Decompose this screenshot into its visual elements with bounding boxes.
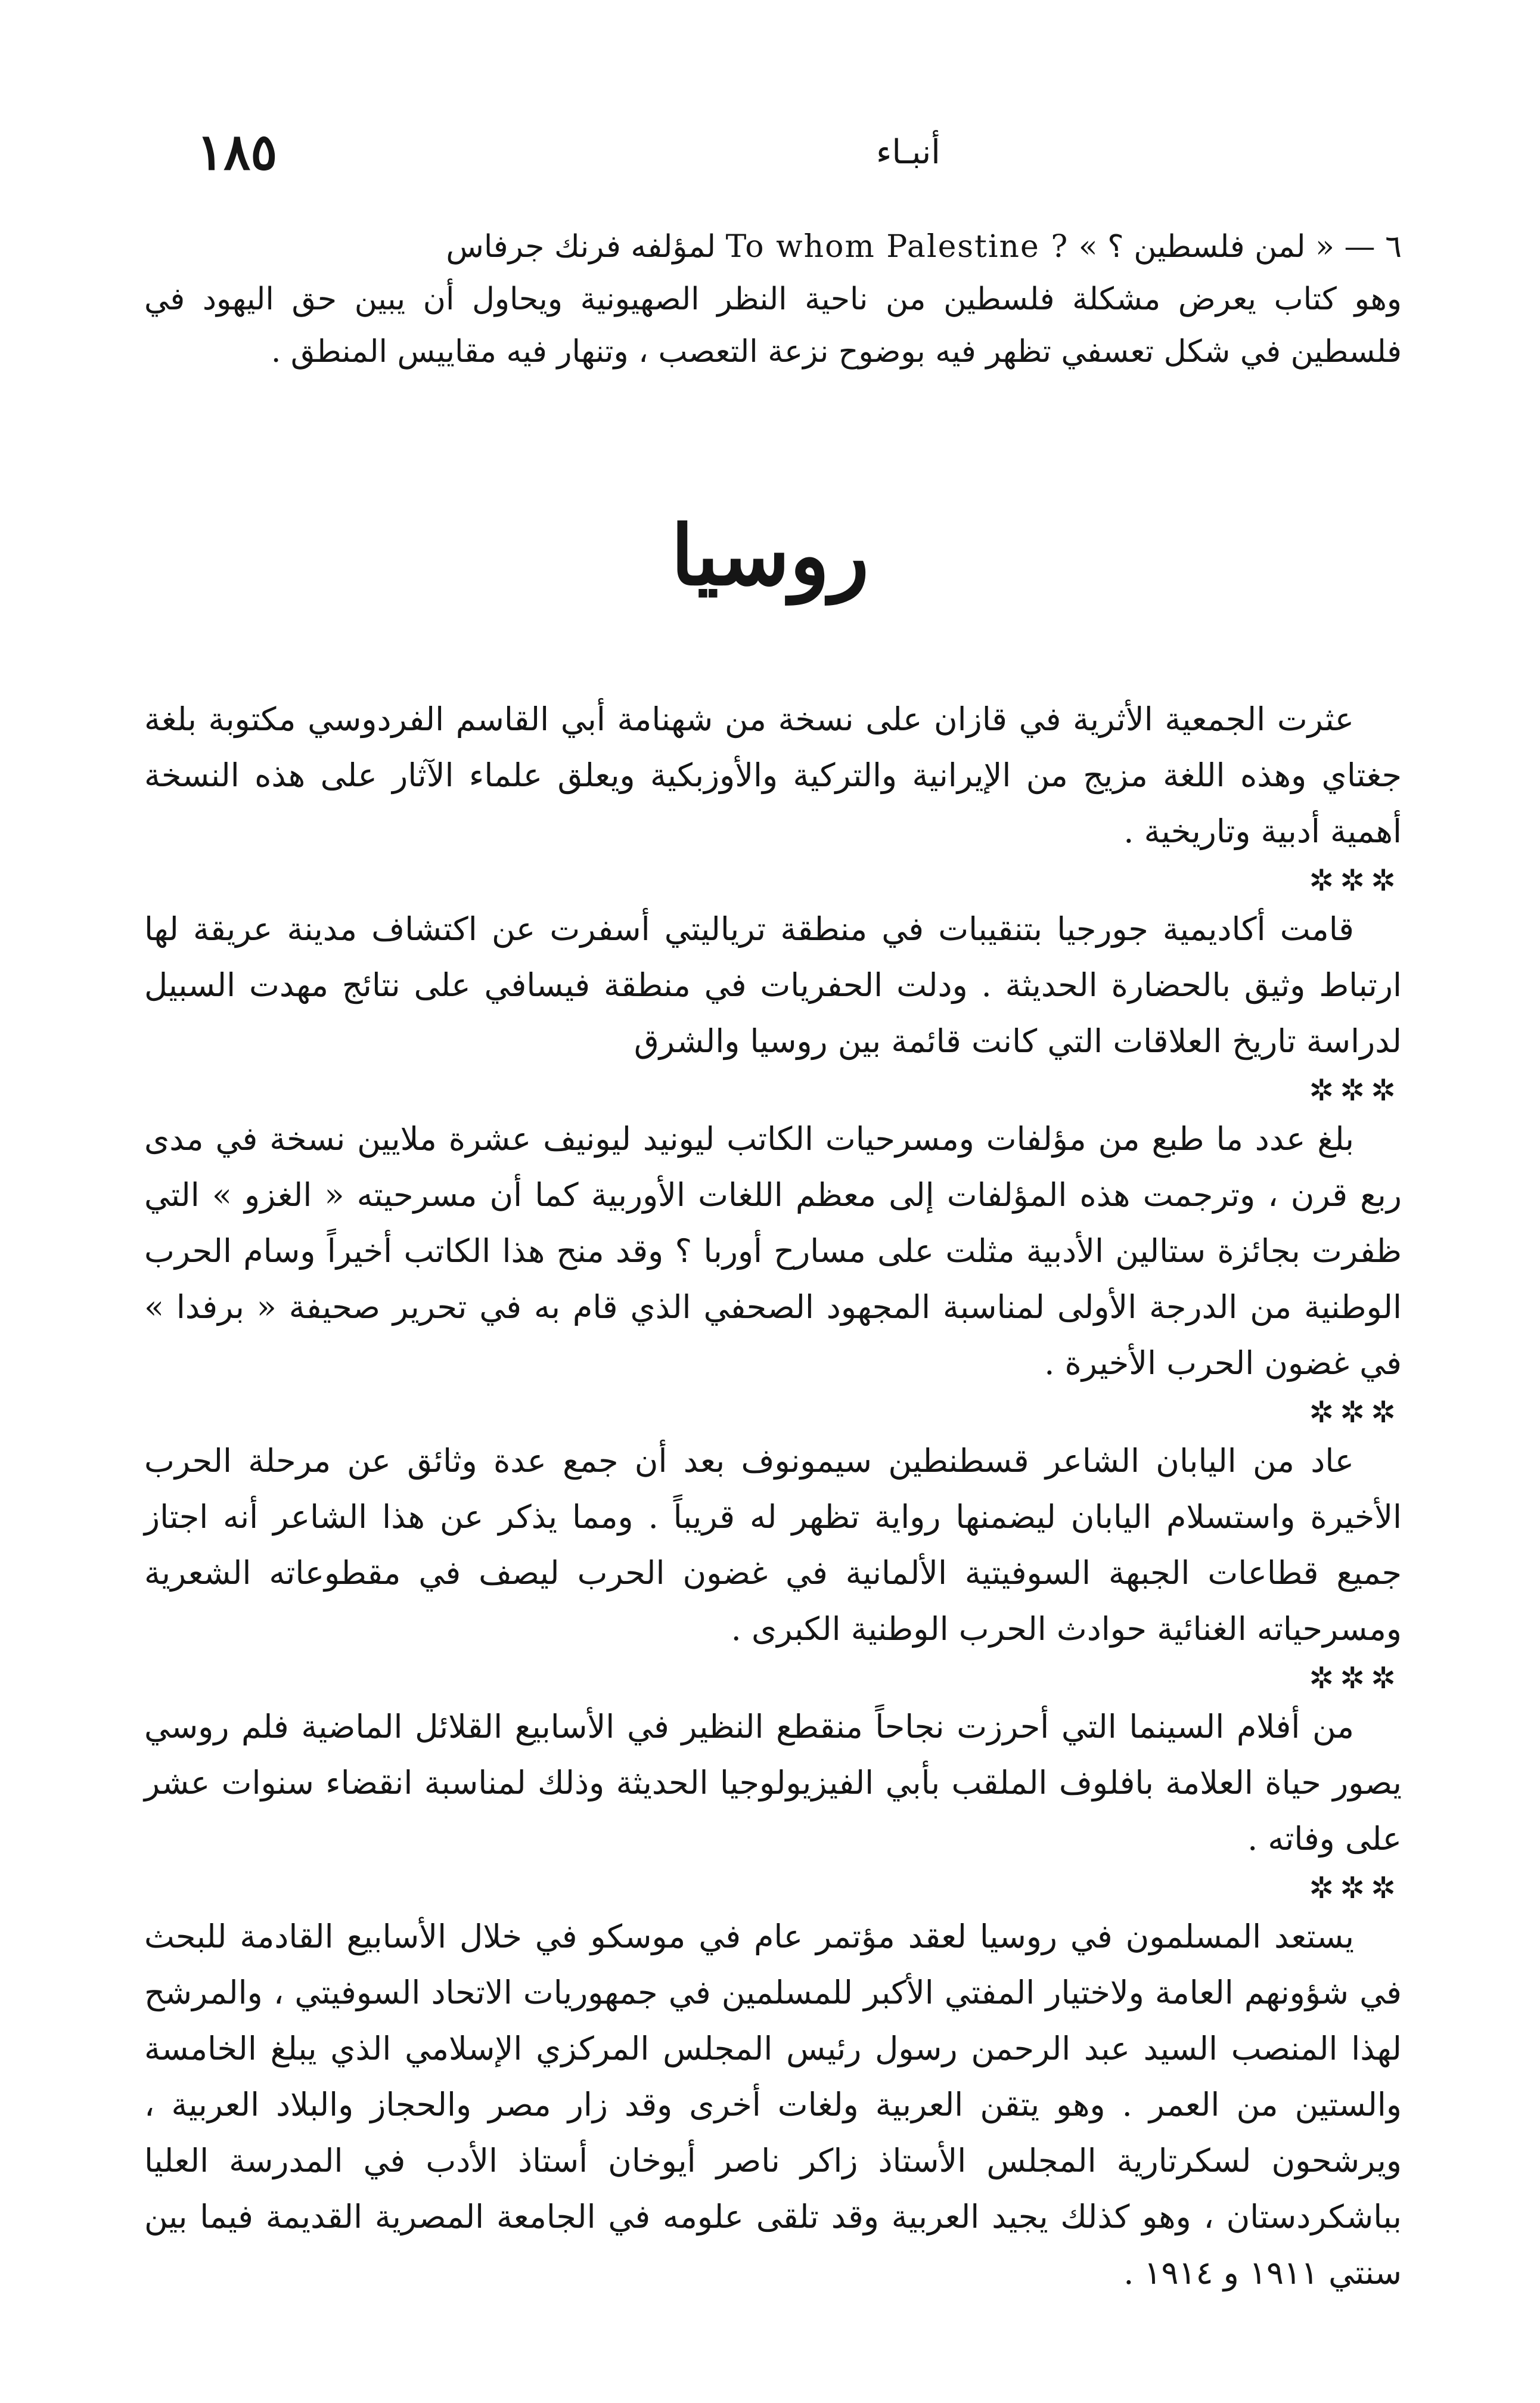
page-header [197, 122, 1389, 188]
page-number: ١٨٥ [197, 122, 278, 181]
news-item: من أفلام السينما التي أحرزت نجاحاً منقطع النظير في الأسابيع القلائل الماضية فلم روسي يصور حياة العلامة بافلوف الملقب بأبي الفيزيولوجيا الحديثة وذلك لمناسبة انقضاء سنوات عشر على وفاته . [144, 1708, 1402, 1858]
entry-author: لمؤلفه فرنك جرفاس [446, 229, 726, 265]
book-entry-line [144, 221, 1402, 273]
asterism-separator: ✲✲✲ [1309, 1395, 1402, 1430]
asterism-separator: ✲✲✲ [1309, 1661, 1402, 1695]
asterism-separator: ✲✲✲ [1309, 863, 1402, 898]
book-description: وهو كتاب يعرض مشكلة فلسطين من ناحية النظر الصهيونية ويحاول أن يبين حق اليهود في فلسطين في شكل تعسفي تظهر فيه بوضوح نزعة التعصب ، وتنهار فيه مقاييس المنطق . [144, 281, 1402, 370]
running-head: أنبـاء [876, 133, 940, 172]
section-title: روسيا [670, 507, 870, 604]
asterism-separator: ✲✲✲ [1309, 1871, 1402, 1905]
news-item: بلغ عدد ما طبع من مؤلفات ومسرحيات الكاتب ليونيد ليونيف عشرة ملايين نسخة في مدى ربع قرن ، وترجمت هذه المؤلفات إلى معظم اللغات الأوربية كما أن مسرحيته « الغزو » التي ظفرت بجائزة ستالين الأدبية مثلت على مسارح أوربا ؟ وقد منح هذا الكاتب أخيراً وسام الحرب الوطنية من الدرجة الأولى لمناسبة المجهود الصحفي الذي قام به في تحرير صحيفة « برفدا » في غضون الحرب الأخيرة . [144, 1120, 1402, 1382]
news-item: قامت أكاديمية جورجيا بتنقيبات في منطقة ترياليتي أسفرت عن اكتشاف مدينة عريقة لها ارتباط وثيق بالحضارة الحديثة . ودلت الحفريات في منطقة فيسافي على نتائج مهدت السبيل لدراسة تاريخ العلاقات التي كانت قائمة بين روسيا والشرق [144, 910, 1402, 1060]
english-book-title: To whom Palestine ? [725, 229, 1069, 265]
intro-paragraph [144, 221, 1402, 378]
asterism-separator: ✲✲✲ [1309, 1073, 1402, 1108]
news-item: عاد من اليابان الشاعر قسطنطين سيمونوف بعد أن جمع عدة وثائق عن مرحلة الحرب الأخيرة واستسلام اليابان ليضمنها رواية تظهر له قريباً . ومما يذكر عن هذا الشاعر أنه اجتاز جميع قطاعات الجبهة السوفيتية الألمانية في غضون الحرب ليصف في مقطوعاته الشعرية ومسرحياته الغنائية حوادث الحرب الوطنية الكبرى . [144, 1442, 1402, 1648]
news-items [144, 692, 1402, 2301]
news-item: عثرت الجمعية الأثرية في قازان على نسخة من شهنامة أبي القاسم الفردوسي مكتوبة بلغة جغتاي وهذه اللغة مزيج من الإيرانية والتركية والأوزبكية ويعلق علماء الآثار على هذه النسخة أهمية أدبية وتاريخية . [144, 700, 1402, 850]
entry-prefix: ٦ — « لمن فلسطين ؟ » [1069, 229, 1402, 265]
news-item: يستعد المسلمون في روسيا لعقد مؤتمر عام في موسكو في خلال الأسابيع القادمة للبحث في شؤونهم العامة ولاختيار المفتي الأكبر للمسلمين في جمهوريات الاتحاد السوفيتي ، والمرشح لهذا المنصب السيد عبد الرحمن رسول رئيس المجلس المركزي الإسلامي الذي يبلغ الخامسة والستين من العمر . وهو يتقن العربية ولغات أخرى وقد زار مصر والحجاز والبلاد العربية ، ويرشحون لسكرتارية المجلس الأستاذ زاكر ناصر أيوخان أستاذ الأدب في المدرسة العليا بباشكردستان ، وهو كذلك يجيد العربية وقد تلقى علومه في الجامعة المصرية القديمة فيما بين سنتي ١٩١١ و ١٩١٤ . [144, 1918, 1402, 2292]
